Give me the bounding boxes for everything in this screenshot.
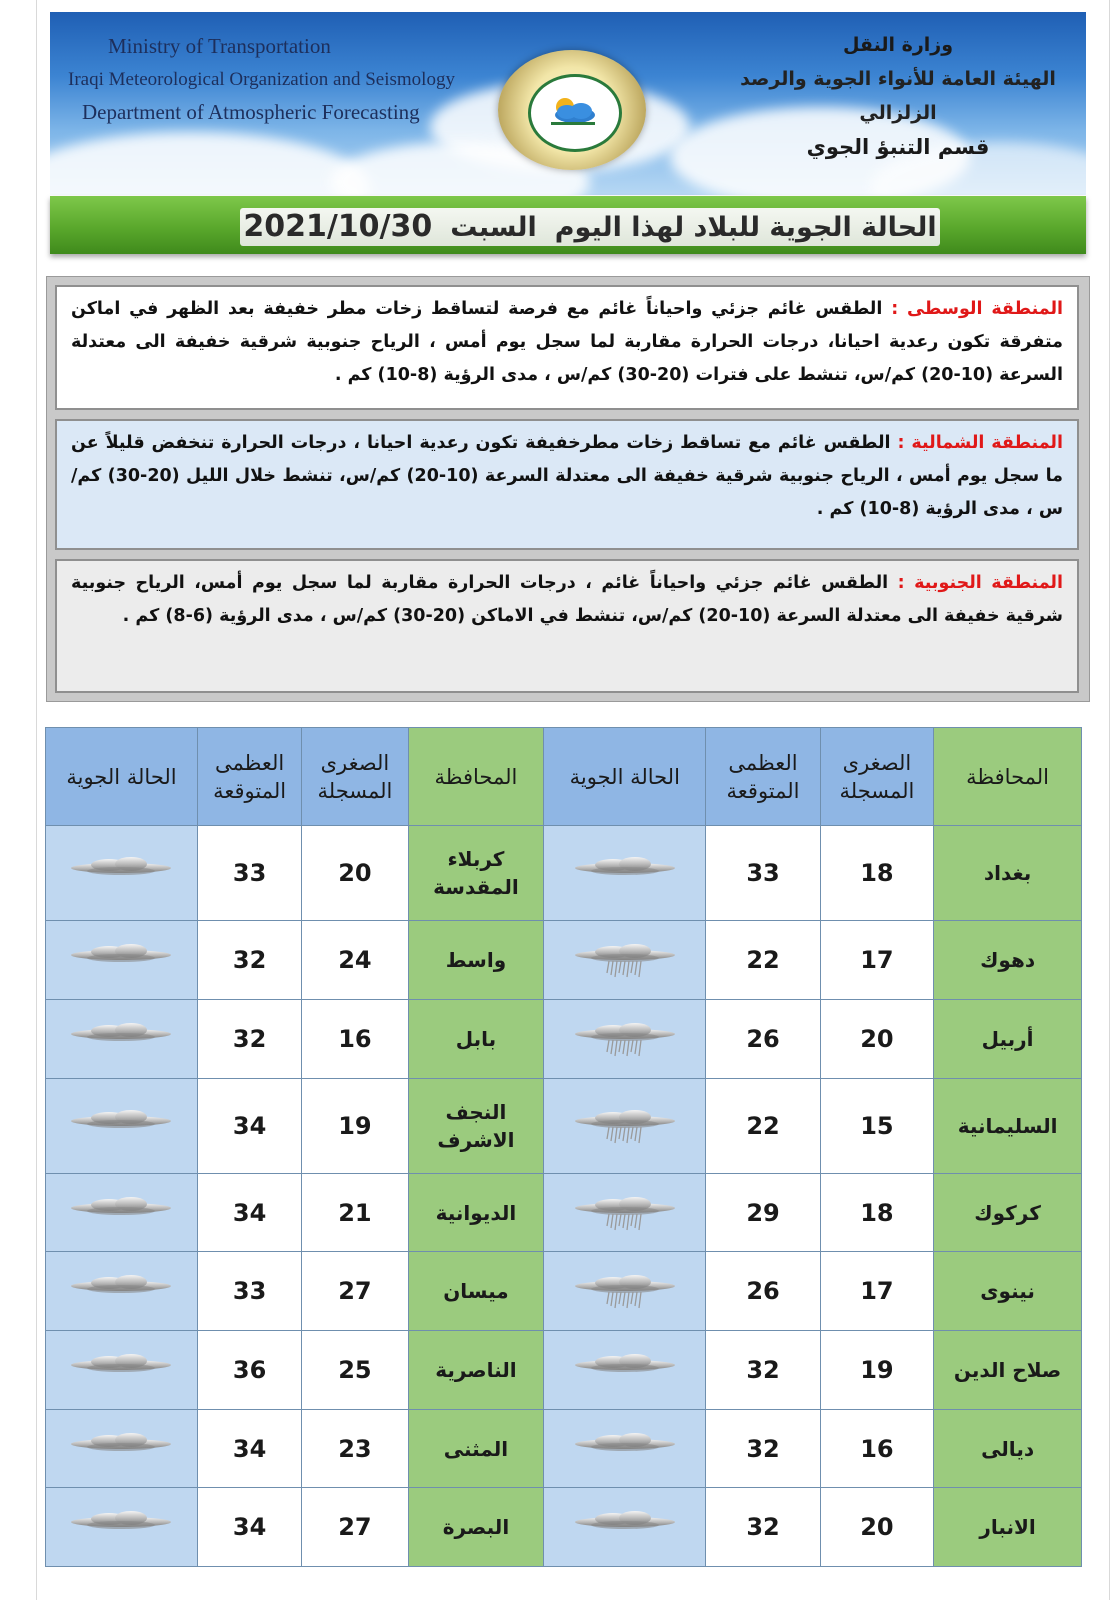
min-temp-cell: 16 (302, 999, 408, 1078)
cloud-icon (573, 1504, 677, 1546)
max-temp-cell: 26 (706, 1252, 820, 1331)
cloud-icon (69, 1426, 173, 1468)
condition-cell (544, 1173, 706, 1252)
condition-cell (544, 1252, 706, 1331)
governorate-cell: واسط (408, 921, 544, 1000)
max-temp-cell: 32 (706, 1409, 820, 1488)
condition-cell (46, 921, 198, 1000)
condition-cell (544, 921, 706, 1000)
governorate-cell: أربيل (934, 999, 1082, 1078)
governorate-cell: نينوى (934, 1252, 1082, 1331)
min-temp-cell: 21 (302, 1173, 408, 1252)
header-governorate: المحافظة (408, 728, 544, 826)
governorate-cell: صلاح الدين (934, 1331, 1082, 1410)
governorate-cell: البصرة (408, 1488, 544, 1567)
table-row (46, 921, 1082, 1000)
governorate-cell: المثنى (408, 1409, 544, 1488)
governorate-cell: النجف الاشرف (408, 1078, 544, 1173)
rain-cloud-icon (573, 1268, 677, 1310)
min-temp-cell: 25 (302, 1331, 408, 1410)
max-temp-cell: 32 (706, 1331, 820, 1410)
forecast-northern (55, 419, 1079, 550)
condition-cell (544, 1488, 706, 1567)
cloud-icon (69, 1103, 173, 1145)
region-label: المنطقة الجنوبية : (897, 573, 1064, 593)
table-row (46, 1331, 1082, 1410)
forecast-section (46, 276, 1090, 702)
cloud-icon (69, 1190, 173, 1232)
governorate-cell: ميسان (408, 1252, 544, 1331)
condition-cell (46, 1409, 198, 1488)
cloud-icon (69, 1347, 173, 1389)
table-row (46, 826, 1082, 921)
table-row (46, 1078, 1082, 1173)
table-row (46, 1173, 1082, 1252)
cloud-icon (69, 1504, 173, 1546)
cloud-icon (69, 937, 173, 979)
header-arabic-lines (728, 28, 1068, 164)
title-day: السبت (450, 212, 537, 243)
condition-cell (544, 826, 706, 921)
organization-logo (498, 50, 646, 170)
department-name-ar: قسم التنبؤ الجوي (806, 135, 990, 159)
table-row (46, 1252, 1082, 1331)
min-temp-cell: 19 (820, 1331, 933, 1410)
max-temp-cell: 32 (706, 1488, 820, 1567)
max-temp-cell: 34 (197, 1488, 301, 1567)
max-temp-cell: 33 (197, 1252, 301, 1331)
condition-cell (544, 999, 706, 1078)
rain-cloud-icon (573, 937, 677, 979)
min-temp-cell: 20 (820, 1488, 933, 1567)
header-min: الصغرى المسجلة (302, 728, 408, 826)
min-temp-cell: 20 (302, 826, 408, 921)
forecast-central (55, 285, 1079, 410)
forecast-text: الطقس غائم مع تساقط زخات مطرخفيفة تكون رعدية احيانا ، درجات الحرارة تنخفض قليلاً عن ما سجل يوم أمس ، الرياح جنوبية شرقية خفيفة الى معتدلة السرعة (10-20) كم/س، تنشط خلال الليل (20-30) كم/س ، مدى الرؤية (8-10) كم . (71, 433, 1064, 519)
header-english-lines (68, 30, 455, 129)
page-title (240, 208, 940, 246)
rain-cloud-icon (573, 1103, 677, 1145)
max-temp-cell: 34 (197, 1078, 301, 1173)
title-date: 2021/10/30 (243, 209, 433, 244)
max-temp-cell: 36 (197, 1331, 301, 1410)
rain-cloud-icon (573, 1190, 677, 1232)
header-min: الصغرى المسجلة (820, 728, 933, 826)
condition-cell (46, 1173, 198, 1252)
cloud-icon (69, 1016, 173, 1058)
governorate-cell: الناصرية (408, 1331, 544, 1410)
max-temp-cell: 22 (706, 921, 820, 1000)
governorate-cell: بغداد (934, 826, 1082, 921)
min-temp-cell: 17 (820, 1252, 933, 1331)
governorate-cell: السليمانية (934, 1078, 1082, 1173)
min-temp-cell: 16 (820, 1409, 933, 1488)
cloud-icon (573, 850, 677, 892)
ministry-name-en: Ministry of Transportation (108, 34, 331, 58)
organization-name-ar: الهيئة العامة للأنواء الجوية والرصد الزلزالي (740, 68, 1056, 124)
max-temp-cell: 22 (706, 1078, 820, 1173)
max-temp-cell: 34 (197, 1409, 301, 1488)
condition-cell (46, 999, 198, 1078)
region-label: المنطقة الشمالية : (897, 433, 1063, 453)
min-temp-cell: 18 (820, 1173, 933, 1252)
min-temp-cell: 19 (302, 1078, 408, 1173)
cloud-icon (573, 1426, 677, 1468)
condition-cell (544, 1078, 706, 1173)
max-temp-cell: 26 (706, 999, 820, 1078)
min-temp-cell: 27 (302, 1252, 408, 1331)
min-temp-cell: 23 (302, 1409, 408, 1488)
min-temp-cell: 17 (820, 921, 933, 1000)
header-condition: الحالة الجوية (46, 728, 198, 826)
min-temp-cell: 24 (302, 921, 408, 1000)
governorate-cell: دهوك (934, 921, 1082, 1000)
governorate-cell: كربلاء المقدسة (408, 826, 544, 921)
min-temp-cell: 20 (820, 999, 933, 1078)
governorate-cell: بابل (408, 999, 544, 1078)
table-header-row (46, 728, 1082, 826)
cloud-icon (69, 850, 173, 892)
governorate-cell: ديالى (934, 1409, 1082, 1488)
header-banner (50, 12, 1086, 195)
header-condition: الحالة الجوية (544, 728, 706, 826)
department-name-en: Department of Atmospheric Forecasting (82, 100, 420, 124)
table-row (46, 999, 1082, 1078)
rain-cloud-icon (573, 1016, 677, 1058)
forecast-text: الطقس غائم جزئي واحياناً غائم مع فرصة لتساقط زخات مطر خفيفة بعد الظهر في اماكن متفرقة تكون رعدية احيانا، درجات الحرارة مقاربة لما سجل يوم أمس ، الرياح جنوبية شرقية خفيفة الى معتدلة السرعة (10-20) كم/س، تنشط على فترات (20-30) كم/س ، مدى الرؤية (8-10) كم . (71, 299, 1063, 385)
table-row (46, 1409, 1082, 1488)
cloud-icon (69, 1268, 173, 1310)
min-temp-cell: 15 (820, 1078, 933, 1173)
governorate-cell: الانبار (934, 1488, 1082, 1567)
condition-cell (46, 1078, 198, 1173)
forecast-southern (55, 559, 1079, 693)
max-temp-cell: 34 (197, 1173, 301, 1252)
condition-cell (544, 1331, 706, 1410)
table-row (46, 1488, 1082, 1567)
condition-cell (46, 1331, 198, 1410)
header-governorate: المحافظة (934, 728, 1082, 826)
min-temp-cell: 18 (820, 826, 933, 921)
condition-cell (46, 826, 198, 921)
max-temp-cell: 32 (197, 999, 301, 1078)
region-label: المنطقة الوسطى : (891, 299, 1064, 319)
title-text: الحالة الجوية للبلاد لهذا اليوم (554, 212, 937, 243)
condition-cell (46, 1488, 198, 1567)
governorate-cell: كركوك (934, 1173, 1082, 1252)
condition-cell (544, 1409, 706, 1488)
max-temp-cell: 29 (706, 1173, 820, 1252)
condition-cell (46, 1252, 198, 1331)
min-temp-cell: 27 (302, 1488, 408, 1567)
max-temp-cell: 33 (197, 826, 301, 921)
forecast-text: الطقس غائم جزئي واحياناً غائم ، درجات الحرارة مقاربة لما سجل يوم أمس، الرياح جنوبية شرقية خفيفة الى معتدلة السرعة (10-20) كم/س، تنشط في الاماكن (20-30) كم/س ، مدى الرؤية (6-8) كم . (71, 573, 1063, 626)
title-bar (50, 196, 1086, 254)
cloud-icon (573, 1347, 677, 1389)
max-temp-cell: 32 (197, 921, 301, 1000)
temperature-table (45, 727, 1082, 1567)
header-max: العظمى المتوقعة (197, 728, 301, 826)
ministry-name-ar: وزارة النقل (842, 34, 954, 56)
sun-cloud-icon (545, 93, 601, 129)
governorate-cell: الديوانية (408, 1173, 544, 1252)
organization-name-en: Iraqi Meteorological Organization and Seismology (68, 69, 455, 90)
header-max: العظمى المتوقعة (706, 728, 820, 826)
max-temp-cell: 33 (706, 826, 820, 921)
